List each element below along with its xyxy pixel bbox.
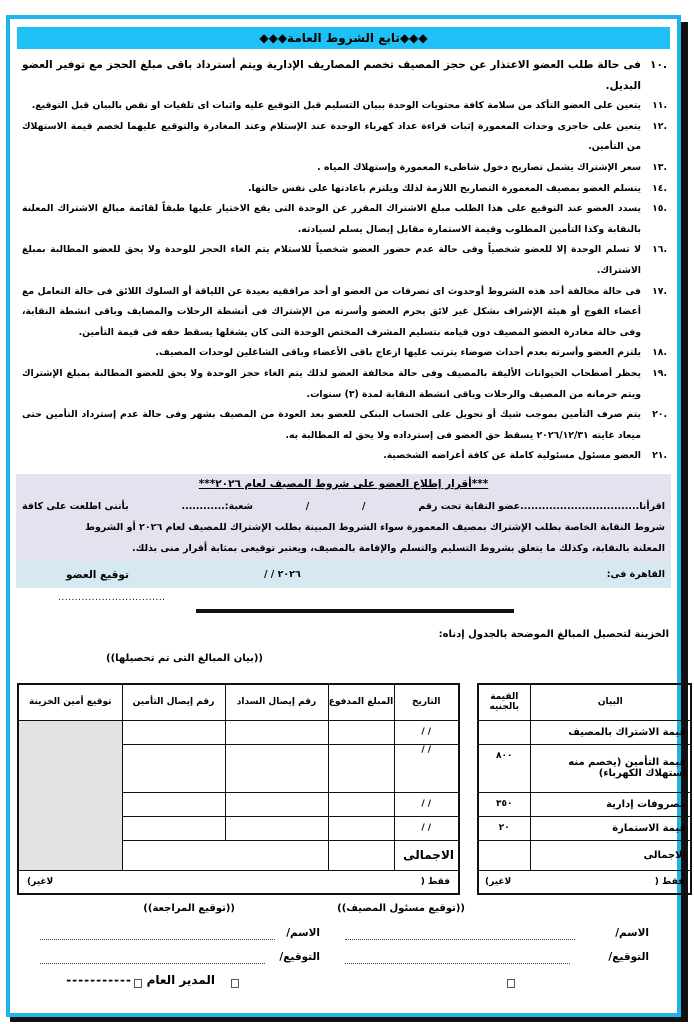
table-row: قيمة الاشتراك بالمصيف xyxy=(478,720,691,744)
section-title: ◆◆◆تابع الشروط العامة◆◆◆ xyxy=(17,27,670,49)
table-row: قيمة الاستمارة ٢٠ xyxy=(478,816,691,840)
checkbox[interactable] xyxy=(231,979,239,988)
term-item: .١٤ يتسلم العضو بمصيف المعمورة التصاريح اللازمة لذلك ويلتزم باعادتها على نفس حالتها. xyxy=(247,182,667,194)
term-item: .١٧ فى حالة مخالفة أحد هذه الشروط أوحدوث اى تصرفات من العضو او أحد مرافقيه بعيدة عن اللياقة أو السلوك اللائق فى حالة التعامل مع أعضاء الفوج أو هيئة الإشراف بشكل غير لائق يحرم العضو وأسرته من الإشتراك فى أنشطة الرحلات والمصايف وباقى انشطة النقابة، وفى حالة مغادرة العضو المصيف دون قيامه بتسليم المشرف المختص الوحدة التى كان يشغلها يسقط حقه فى قيمة التأمين. xyxy=(22,285,667,338)
review-name-field[interactable] xyxy=(40,939,275,940)
amount-words-row: فقط ( لاغير) xyxy=(18,870,459,894)
total-row: الاجمالى xyxy=(478,840,691,870)
term-item: .١٣ سعر الإشتراك يشمل تصاريح دخول شاطىء المعمورة وإستهلاك المياه . xyxy=(317,161,667,173)
acknowledgement-body: اقرأنا.................................عضو النقابة تحت رقم / / شعبة:............ بأننى اطلعت على كافة شروط النقابة الخاصة بطلب الإشتراك بمصيف المعمورة سواء الشروط المبينة بطلب الإشتراك للمصيف لعام ٢٠٢٦ أو الشروط المعلنة بالنقابة، وكذلك ما يتعلق بشروط التسليم والتسلم والإقامة بالمصيف، ويعتبر توقيعى بمثابة أقرار منى بذلك. xyxy=(16,494,671,559)
table-row: / / xyxy=(18,816,459,840)
fees-table: البيان القيمة بالجنيه قيمة الاشتراك بالمصيف قيمة التأمين (يخصم منه استهلاك الكهرباء) ٨٠٠ مصروفات إدارية ٣٥٠ قيمة الاستمارة ٢٠ الاجمالى فقط ( لاغير) xyxy=(477,683,692,895)
general-manager-label: المدير العام xyxy=(146,973,215,987)
term-item: .١٥ يسدد العضو عند التوقيع على هذا الطلب مبلغ الاشتراك المقرر عن الوحدة التى يقع الاختيار عليها طبقاً لقائمة مبالغ الاشتراك المعلنة بالنقابة وكذا التأمين المطلوب وقيمة الاستمارة مقابل إيصال يسلم لسيادته. xyxy=(22,203,667,235)
table-row: قيمة التأمين (يخصم منه استهلاك الكهرباء) ٨٠٠ xyxy=(478,744,691,792)
review-title: ((توقيع المراجعة)) xyxy=(143,903,235,914)
amount-words-row: فقط ( لاغير) xyxy=(478,870,691,894)
resort-official-title: ((توقيع مسئول المصيف)) xyxy=(337,903,465,914)
branch-field[interactable]: شعبة:............ xyxy=(181,501,253,512)
term-item: .١٩ يحظر أصطحاب الحيوانات الأليفة بالمصيف وفى حالة مخالفة العضو لذلك يتم الغاء حجز الوحدة ولا يحق للعضو المطالبة بمبلغ الإشتراك ويتم حرمانه من المصيف والرحلات وباقى انشطة النقابة لمدة (٣) سنوات. xyxy=(22,367,667,400)
term-item: .١٨ يلتزم العضو وأسرته بعدم أحداث ضوضاء يترتب عليها ازعاج باقى الأعضاء وباقى الشاغلين لوحدات المصيف. xyxy=(155,347,667,359)
collected-amounts-title: ((بيان المبالغ التى تم تحصيلها)) xyxy=(106,653,263,664)
treasurer-signature-cell[interactable] xyxy=(18,720,122,870)
acknowledgement-title: ***أقرار إطلاع العضو على شروط المصيف لعام ٢٠٢٦*** xyxy=(198,478,489,490)
table-row: / / xyxy=(18,792,459,816)
official-name-field[interactable] xyxy=(345,939,575,940)
treasury-instruction: الخزينة لتحصيل المبالغ الموضحة بالجدول إدناه: xyxy=(438,629,669,640)
terms-list xyxy=(22,55,667,467)
checkbox[interactable] xyxy=(134,979,142,988)
term-item: .٢٠ يتم صرف التأمين بموجب شيك أو تحويل على الحساب البنكى للعضو بعد العودة من المصيف بشهر وفى حالة عدم إسترداد التأمين حتى ميعاد غايته ٢٠٢٦/١٢/٣١ يسقط حق العضو فى إسترداده ولا يحق له المطالبة به. xyxy=(22,409,667,441)
table-row: مصروفات إدارية ٣٥٠ xyxy=(478,792,691,816)
total-row: الاجمالى xyxy=(18,840,459,870)
payments-table: التاريخ المبلغ المدفوع رقم إيصال السداد رقم إيصال التأمين توقيع أمين الخزينة / / / / / / / / الاجمالى فقط ( لاغير) xyxy=(17,683,460,895)
document-frame: ◆◆◆تابع الشروط العامة◆◆◆ .١٠ فى حالة طلب العضو الاعتذار عن حجز المصيف تخصم المصاريف الإدارية ويتم أسترداد باقى مبلغ الحجز مع توفير العضو البديل. .١١ يتعين على العضو التأكد من سلامة كافة محتويات الوحدة ببيان التسليم قبل التوقيع عليه واثبات اى تلفيات او نقص بالبيان قبل التوقيع. .١٢ يتعين على حاجزى وحدات المعمورة إثبات قراءة عداد كهرباء الوحدة عند الإستلام وعند المغادرة والتوقيع عليهما لخصم قيمة الاستهلاك من التأمين. .١٣ سعر الإشتراك يشمل تصاريح دخول شاطىء المعمورة وإستهلاك المياه . .١٤ يتسلم العضو بمصيف المعمورة التصاريح اللازمة لذلك ويلتزم باعادتها على نفس حالتها. .١٥ يسدد العضو عند التوقيع على هذا الطلب مبلغ الاشتراك المقرر عن الوحدة التى يقع الاختيار عليها طبقاً لقائمة مبالغ الاشتراك المعلنة بالنقابة وكذا التأمين المطلوب وقيمة الاستمارة مقابل إيصال يسلم لسيادته. .١٦ لا تسلم الوحدة إلا للعضو شخصياً وفى حالة عدم حضور العضو شخصياً للاستلام يتم الغاء الحجز للوحدة ولا يحق للعضو المطالبة بمبلغ الاشتراك. .١٧ فى حالة مخالفة أحد هذه الشروط أوحدوث اى تصرفات من العضو او أحد مرافقيه بعيدة عن اللياقة أو السلوك اللائق فى حالة التعامل مع أعضاء الفوج أو هيئة الإشراف بشكل غير لائق يحرم العضو وأسرته من الإشتراك فى أنشطة الرحلات والمصايف وباقى انشطة النقابة، وفى حالة مغادرة العضو المصيف دون قيامه بتسليم المشرف المختص الوحدة التى كان يشغلها يسقط حقه فى قيمة التأمين. .١٨ يلتزم العضو وأسرته بعدم أحداث ضوضاء يترتب عليها ازعاج باقى الأعضاء وباقى الشاغلين لوحدات المصيف. .١٩ يحظر أصطحاب الحيوانات الأليفة بالمصيف وفى حالة مخالفة العضو لذلك يتم الغاء حجز الوحدة ولا يحق للعضو المطالبة بمبلغ الإشتراك ويتم حرمانه من المصيف والرحلات وباقى انشطة النقابة لمدة (٣) سنوات. .٢٠ يتم صرف التأمين بموجب شيك أو تحويل على الحساب البنكى للعضو بعد العودة من المصيف بشهر وفى حالة عدم إسترداد التأمين حتى ميعاد غايته ٢٠٢٦/١٢/٣١ يسقط حق العضو فى إسترداده ولا يحق له المطالبة به. .٢١ العضو مسئول مسئولية كاملة عن كافة أغراضه الشخصية. ***أقرار إطلاع العضو على شروط المصيف لعام ٢٠٢٦*** اقرأنا.................................عضو النقابة تحت رقم / / شعبة:............ بأننى اطلعت على كافة شروط النقابة الخاصة بطلب الإشتراك بمصيف المعمورة سواء الشروط المبينة بطلب الإشتراك للمصيف لعام ٢٠٢٦ أو الشروط المعلنة بالنقابة، وكذلك ما يتعلق بشروط التسليم والتسلم والإقامة بالمصيف، ويعتبر توقيعى بمثابة أقرار منى بذلك. القاهرة فى: / / ٢٠٢٦ توقيع العضو ................................ الخزينة لتحصيل المبالغ الموضحة بالجدول إدناه: ((بيان المبالغ التى تم تحصيلها)) التاريخ المبلغ المدفوع رقم إيصال السداد رقم إيصال التأمين توقيع أمين الخزينة / / / / / / / / الاجمالى فقط ( لاغير) البيان القيمة بالجنيه قيمة الاشتراك بالمصيف قيمة التأمين (يخصم منه استهلاك الكهرباء) ٨٠٠ مصروفات إدارية ٣٥٠ قيمة الاستمارة ٢٠ الاجمالى فقط ( لاغير) ((توقيع مسئول المصيف)) ((توقيع المراجعة)) الاسم/ الاسم/ التوقيع/ التوقيع/ المدير العام ----------- xyxy=(6,15,681,1017)
member-signature-label: توقيع العضو xyxy=(66,568,129,581)
review-signature-field[interactable] xyxy=(40,963,265,964)
divider xyxy=(196,609,514,613)
table-row: / / xyxy=(18,720,459,744)
term-item: .١١ يتعين على العضو التأكد من سلامة كافة محتويات الوحدة ببيان التسليم قبل التوقيع عليه واثبات اى تلفيات او نقص بالبيان قبل التوقيع. xyxy=(31,100,667,112)
acknowledgement-section xyxy=(16,474,671,561)
term-item: .١٢ يتعين على حاجزى وحدات المعمورة إثبات قراءة عداد كهرباء الوحدة عند الإستلام وعند المغادرة والتوقيع عليهما لخصم قيمة الاستهلاك من التأمين. xyxy=(22,120,667,153)
term-item: .١٠ فى حالة طلب العضو الاعتذار عن حجز المصيف تخصم المصاريف الإدارية ويتم أسترداد باقى مبلغ الحجز مع توفير العضو البديل. xyxy=(22,59,667,92)
member-sign-row xyxy=(16,561,671,588)
general-manager-signature-field[interactable]: ----------- xyxy=(66,973,132,987)
term-item: .١٦ لا تسلم الوحدة إلا للعضو شخصياً وفى حالة عدم حضور العضو شخصياً للاستلام يتم الغاء الحجز للوحدة ولا يحق للعضو المطالبة بمبلغ الاشتراك. xyxy=(22,244,667,276)
member-name-field[interactable]: اقرأنا.................................عضو النقابة تحت رقم xyxy=(418,501,665,512)
table-row: / / xyxy=(18,744,459,792)
term-item: .٢١ العضو مسئول مسئولية كاملة عن كافة أغراضه الشخصية. xyxy=(383,450,667,462)
official-signature-field[interactable] xyxy=(345,963,570,964)
checkbox[interactable] xyxy=(507,979,515,988)
date-field[interactable]: / / ٢٠٢٦ xyxy=(264,569,301,580)
member-signature-field[interactable]: ................................ xyxy=(58,593,166,603)
place-date-label: القاهرة فى: xyxy=(606,569,665,580)
